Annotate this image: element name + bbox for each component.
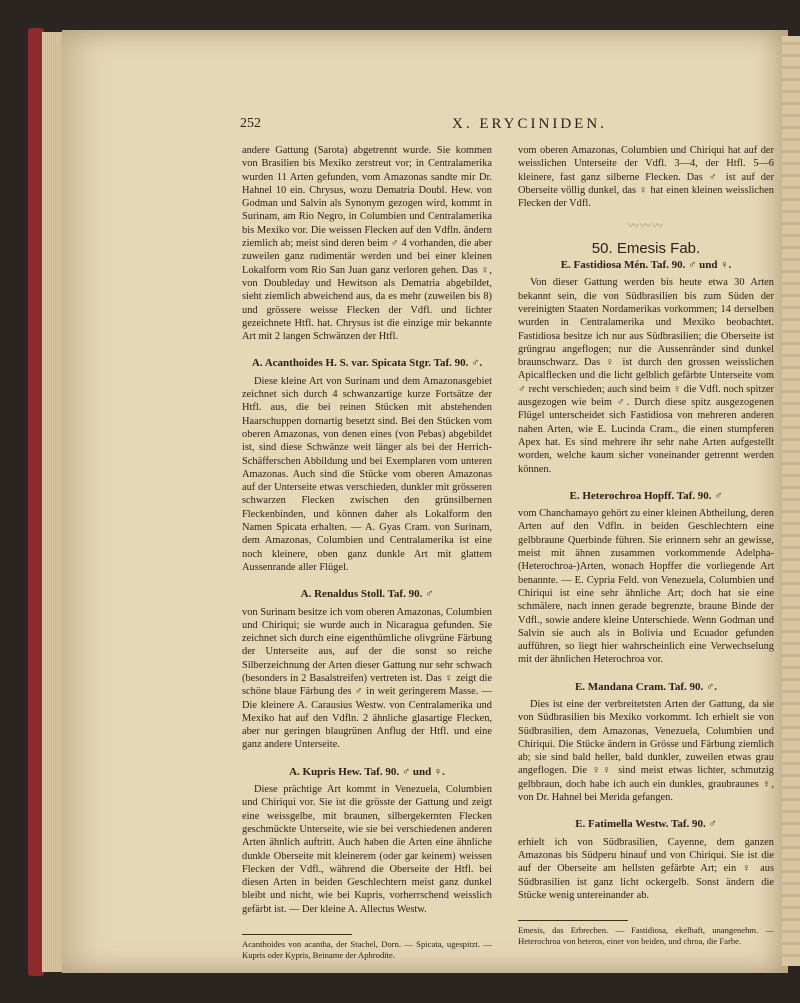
page-edges bbox=[42, 32, 64, 972]
paragraph: erhielt ich von Südbrasilien, Cayenne, dem ganzen Amazonas bis Südperu hinauf und von Chiriqui. Sie ist die auf der Oberseite am hellsten gefärbte Art; ein ♀ aus Südbrasilien ist ganz licht ockergelb. Sonst ändern die Stücke wenig untereinander ab. bbox=[518, 836, 774, 901]
paragraph: Diese kleine Art von Surinam und dem Amazonasgebiet zeichnet sich durch 4 schwanzartige kurze Fortsätze der Htfl. aus, die bei reinen Stücken mit abstehenden Haarschuppen dornartig besetzt sind. Bei den Stücken vom oberen Amazonas, von denen eines (von Pebas) abgebildet ist, sind diese Schwänze weit länger als bei der Herrich-Schäfferschen Abbildung und bei Exemplaren vom unteren Amazonas. Auch sind die Stücke vom oberen Amazonas auf der Unterseite etwas verschieden, dunkler mit grösseren schwarzen Flecken zwischen den grünsilbernen Fleckenbinden, und können daher als Lokalform den Namen Spicata erhalten. — A. Gyas Cram. von Surinam, dem Amazonas, Columbien und Centralamerika ist eine noch kleinere, oben ganz dunkle Art mit glattem Aussenrande aller Flügel. bbox=[242, 375, 492, 573]
genus-heading: 50. Emesis Fab. bbox=[591, 239, 701, 257]
page-number: 252 bbox=[240, 116, 261, 131]
paragraph: von Surinam besitze ich vom oberen Amazonas, Columbien und Chiriqui; sie wurde auch in Nicaragua gefunden. Sie zeichnet sich durch eine eigenthümliche olivgrüne Färbung der Unterseite aus, auf der die sonst so reiche Silberzeichnung der Arten dieser Gattung nur sehr schwach (besonders in 2 Basalstreifen) vertreten ist. Das ♀ zeigt die schöne blaue Färbung des ♂ in weit geringerem Masse. — Die kleinere A. Carausius Westw. von Centralamerika und Mexiko hat auf den Vdfln. 2 ähnliche glasartige Flecken, aber nur geringen blaugrünen Anflug der Htfl. und eine ganz andere Unterseite. bbox=[242, 606, 492, 751]
paragraph: Diese prächtige Art kommt in Venezuela, Columbien und Chiriqui vor. Sie ist die grösste der Gattung und zeigt eine weissgelbe, mit braunen, silbergekernten Flecken geschmückte Unterseite, wie sie bei verschiedenen anderen Arten ähnlich auftritt. Auch haben die Arten eine ähnliche dunkle Oberseite mit kleinerem (oder gar keinem) weissen Flecken der Vdfl., während die Oberseite der Htfl. bei diesen Arten in beiden Geschlechtern meist ganz dunkel bleibt und nicht, wie bei Kupris, vorherrschend weisslich gefärbt ist. — Der kleine A. Allectus Westw. bbox=[242, 784, 492, 915]
left-column bbox=[242, 144, 492, 961]
species-heading: E. Fatimella Westw. Taf. 90. ♂ bbox=[575, 818, 717, 831]
paragraph: Von dieser Gattung werden bis heute etwa 30 Arten bekannt sein, die von Südbrasilien bis zum Süden der vereinigten Staaten Nordamerikas vorkommen; 14 derselben wurden in Centralamerika und Mexiko beobachtet. Fastidiosa besitze ich nur aus Südbrasilien; die Oberseite ist grüngrau angeflogen; nur die Aussenränder sind dunkel braunschwarz. Das ♀ ist durch den grossen weisslichen Apicalflecken und die licht gelblich gefärbte Unterseite vom ♂ recht verschieden; auch sind beim ♀ die Vdfl. noch spitzer ausgezogen wie beim ♂. Durch diese spitz ausgezogenen Flügel unterscheidet sich Fastidiosa von mehreren anderen nahen Arten, wie E. Lucinda Cram., die einen stumpferen Apex hat. Es sind mehrere ihr sehr nahe Arten aufgestellt worden, welche kaum sicher voneinander getrennt werden können. bbox=[518, 277, 774, 475]
species-heading: E. Mandana Cram. Taf. 90. ♂. bbox=[574, 680, 718, 693]
paragraph: Dies ist eine der verbreitetsten Arten der Gattung, da sie von Südbrasilien bis Mexiko vorkommt. Ich erhielt sie von Südbrasilien, dem Amazonas, Venezuela, Columbien und Chiriqui. Die Stücke ändern in Grösse und Färbung ziemlich ab; sie sind bald heller, bald dunkler, zuweilen etwas grau angeflogen. Die ♀♀ sind meist etwas lichter, schmutzig gelbbraun, doch habe ich auch ein dunkles, graubraunes ♀, von Dr. Hahnel bei Merida gefangen. bbox=[518, 698, 774, 804]
footnote-rule bbox=[242, 934, 352, 935]
species-heading: A. Renaldus Stoll. Taf. 90. ♂ bbox=[300, 588, 434, 601]
species-heading: E. Heterochroa Hopff. Taf. 90. ♂ bbox=[569, 489, 723, 502]
paragraph: vom Chanchamayo gehört zu einer kleinen Abtheilung, deren Arten auf den Vdfln. in beiden Geschlechtern eine gelbbraune Querbinde führen. Sie erinnern sehr an gewisse, meist mit ähnen zusammen vorkommende Adelpha-(Heterochroa-)Arten, wonach Hopffer die vorliegende Art benannte. — E. Cypria Feld. von Venezuela, Columbien und Chiriqui ist eine sehr ähnliche Art; doch hat sie eine schmälere, nach innen gerade begrenzte, braune Binde der Vdfl., sowie andere kleine Unterschiede. Wenn Godman und Salvin sie auch als in Bolivia und Ecuador gefunden aufführen, so liegt hier wahrscheinlich eine Verwechselung mit der ähnlichen Heterochroa vor. bbox=[518, 508, 774, 666]
species-heading: A. Kupris Hew. Taf. 90. ♂ und ♀. bbox=[289, 765, 445, 778]
ornamental-divider: 〰〰〰 bbox=[628, 220, 664, 233]
species-heading: E. Fastidiosa Mén. Taf. 90. ♂ und ♀. bbox=[560, 259, 732, 272]
running-head bbox=[240, 116, 760, 136]
paragraph: andere Gattung (Sarota) abgetrennt wurde. Sie kommen von Brasilien bis Mexiko zerstreut vor; in Centralamerika wurden 11 Arten gefunden, vom Amazonas sandte mir Dr. Hahnel 10 ein. Chrysus, wozu Dematria Doubl. Hew. von Godman und Salvin als Synonym gezogen wird, kommt in Surinam, am Rio Negro, in Columbien und Centralamerika bis Mexiko vor. Die weissen Flecken auf den Vdfln. ändern ziemlich ab; meist sind deren beim ♂ 4 vorhanden, die aber zuweilen ganz rudimentär werden und bei einer kleinen Lokalform vom Rio San Juan ganz verloren gehen. Das ♀, von Doubleday und Hewitson als Dematria abgebildet, sieht ziemlich abweichend aus, da es mehr (zuweilen bis 8) und grössere weisse Flecken der Vdfl. und lichter gezeichnete Htfl. hat. Chrysus ist die einzige mir bekannte Art mit 2 langen Schwänzen der Htfl. bbox=[242, 145, 492, 343]
facing-page-edge bbox=[782, 36, 800, 966]
footnote-rule bbox=[518, 920, 628, 921]
footnote: Emesis, das Erbrechen. — Fastidiosa, ekelhaft, unangenehm. — Heterochroa von heteros, einer von beiden, und chroa, die Farbe. bbox=[518, 925, 774, 947]
right-column bbox=[518, 144, 774, 947]
paragraph: vom oberen Amazonas, Columbien und Chiriqui hat auf der weisslichen Unterseite der Vdfl. 3—4, der Htfl. 5—6 kleinere, fast ganz silberne Flecken. Das ♂ ist auf der Oberseite völlig dunkel, das ♀ hat einen kleinen weisslichen Flecken der Vdfl. bbox=[518, 145, 774, 210]
species-heading: A. Acanthoides H. S. var. Spicata Stgr. Taf. 90. ♂. bbox=[251, 357, 483, 370]
chapter-header: X. ERYCINIDEN. bbox=[452, 116, 607, 132]
footnote: Acanthoides von acantha, der Stachel, Dorn. — Spicata, ugespitzt. — Kupris oder Kypris, Beiname der Aphrodite. bbox=[242, 939, 492, 961]
